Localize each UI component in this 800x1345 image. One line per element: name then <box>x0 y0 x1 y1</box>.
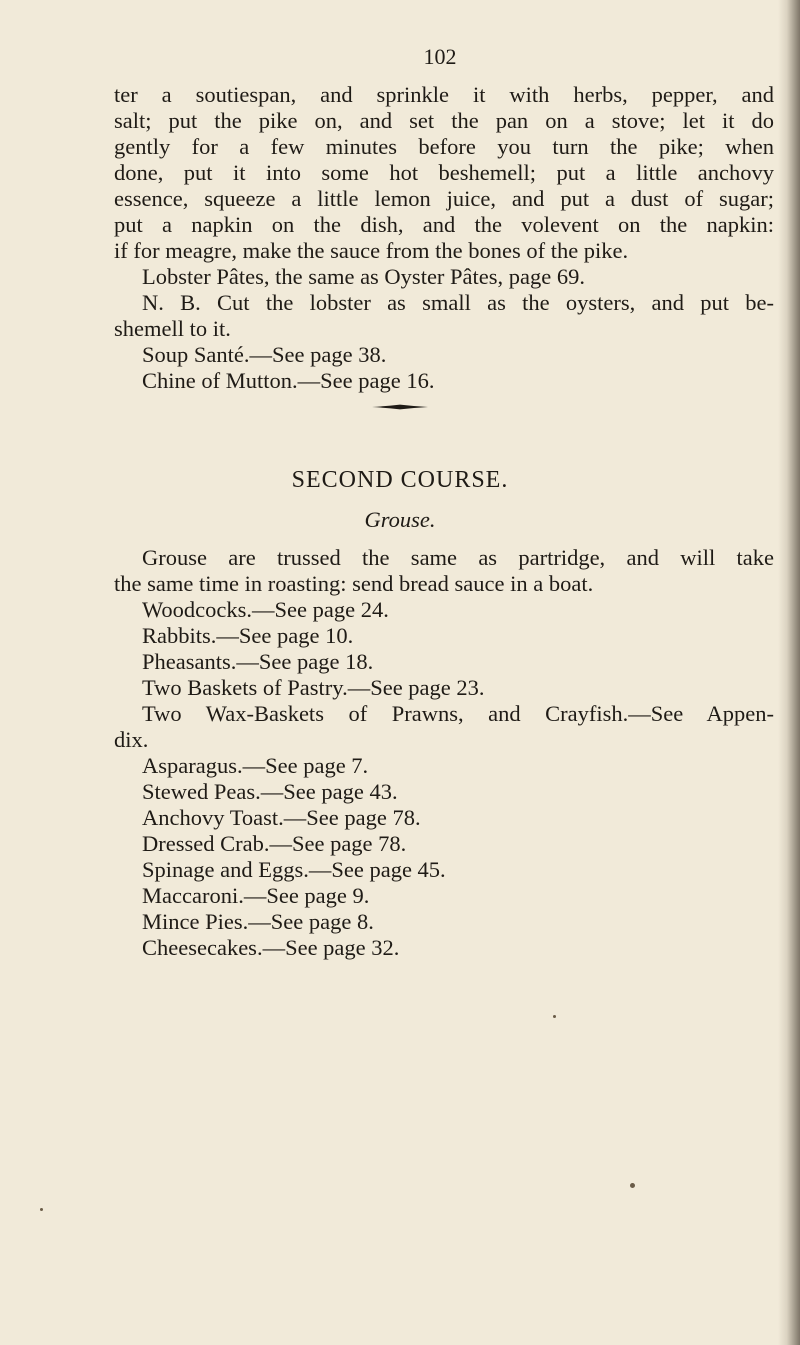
paragraph-line: if for meagre, make the sauce from the bones of the pike. <box>114 238 629 263</box>
menu-entry: Dressed Crab.—See page 78. <box>142 831 407 856</box>
menu-entry: Stewed Peas.—See page 43. <box>142 779 398 804</box>
menu-entry: Two Baskets of Pastry.—See page 23. <box>142 675 485 700</box>
menu-entry: Rabbits.—See page 10. <box>142 623 354 648</box>
chine-of-mutton-entry: Chine of Mutton.—See page 16. <box>142 368 435 393</box>
paragraph-line: essence, squeeze a little lemon juice, and put a dust of sugar; <box>114 186 774 211</box>
menu-entry: Anchovy Toast.—See page 78. <box>142 805 421 830</box>
nb-line: shemell to it. <box>114 316 231 341</box>
page-edge-shadow <box>778 0 800 1345</box>
menu-entry: Pheasants.—See page 18. <box>142 649 374 674</box>
page-number: 102 <box>423 44 457 69</box>
menu-entry: Spinage and Eggs.—See page 45. <box>142 857 446 882</box>
menu-entry: Two Wax-Baskets of Prawns, and Crayfish.—See Appen- <box>142 701 774 726</box>
menu-entry: Mince Pies.—See page 8. <box>142 909 374 934</box>
nb-line: N. B. Cut the lobster as small as the oysters, and put be- <box>142 290 774 315</box>
soup-sante-entry: Soup Santé.—See page 38. <box>142 342 387 367</box>
grouse-line: the same time in roasting: send bread sauce in a boat. <box>114 571 594 596</box>
paragraph-line: salt; put the pike on, and set the pan on a stove; let it do <box>114 108 774 133</box>
paper-speck <box>40 1208 43 1211</box>
section-heading: SECOND COURSE. <box>291 467 509 493</box>
section-subheading: Grouse. <box>364 507 436 532</box>
menu-entry: Woodcocks.—See page 24. <box>142 597 389 622</box>
grouse-line: Grouse are trussed the same as partridge, and will take <box>142 545 774 570</box>
menu-entry: Maccaroni.—See page 9. <box>142 883 370 908</box>
lobster-pates-entry: Lobster Pâtes, the same as Oyster Pâtes, page 69. <box>142 264 586 289</box>
section-divider-ornament <box>372 404 428 410</box>
paper-speck <box>630 1183 635 1188</box>
paragraph-line: ter a soutiespan, and sprinkle it with herbs, pepper, and <box>114 82 774 107</box>
paper-speck <box>553 1015 556 1018</box>
body-text-top <box>114 82 774 394</box>
menu-entry: Asparagus.—See page 7. <box>142 753 369 778</box>
menu-entry-continuation: dix. <box>114 727 149 752</box>
paragraph-line: gently for a few minutes before you turn the pike; when <box>114 134 774 159</box>
menu-entry: Cheesecakes.—See page 32. <box>142 935 400 960</box>
body-text-bottom <box>114 545 774 961</box>
paragraph-line: put a napkin on the dish, and the volevent on the napkin: <box>114 212 774 237</box>
paragraph-line: done, put it into some hot beshemell; put a little anchovy <box>114 160 774 185</box>
